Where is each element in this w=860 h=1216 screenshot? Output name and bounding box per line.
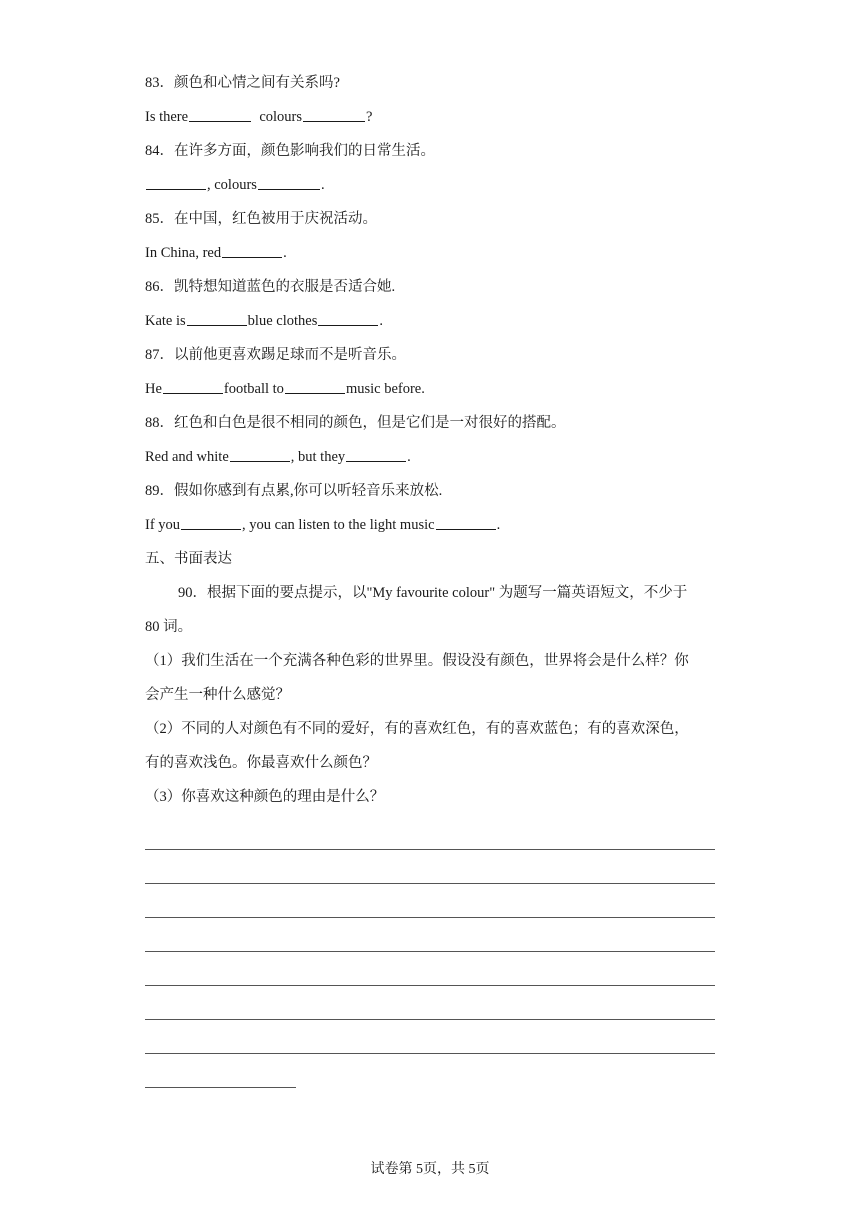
answer-blank[interactable] [181, 514, 241, 530]
section-title: 五、书面表达 [145, 551, 232, 567]
essay-writing-area[interactable] [145, 816, 715, 1088]
answer-blank[interactable] [163, 378, 223, 394]
question-83-answer: Is there colours ? [145, 100, 715, 134]
question-88-answer: Red and white , but they . [145, 440, 715, 474]
writing-line[interactable] [145, 986, 715, 1020]
question-83-prompt: 83．颜色和心情之间有关系吗? [145, 75, 340, 91]
answer-blank[interactable] [258, 174, 320, 190]
point-1-cont: 会产生一种什么感觉？ [145, 687, 290, 703]
answer-blank[interactable] [318, 310, 378, 326]
point-1: （1）我们生活在一个充满各种色彩的世界里。假设没有颜色，世界将会是什么样？你 [145, 653, 689, 669]
answer-blank[interactable] [346, 446, 406, 462]
answer-blank[interactable] [222, 242, 282, 258]
page-footer: 试卷第 5页，共 5页 [370, 1162, 490, 1177]
answer-blank[interactable] [303, 106, 365, 122]
question-85-prompt: 85．在中国，红色被用于庆祝活动。 [145, 211, 377, 227]
question-84-answer: , colours . [145, 168, 715, 202]
answer-blank[interactable] [436, 514, 496, 530]
writing-line[interactable] [145, 1020, 715, 1054]
question-86-answer: Kate is blue clothes . [145, 304, 715, 338]
writing-line[interactable] [145, 884, 715, 918]
answer-blank[interactable] [146, 174, 206, 190]
writing-line[interactable] [145, 1054, 296, 1088]
writing-line[interactable] [145, 952, 715, 986]
question-89-answer: If you , you can listen to the light music . [145, 508, 715, 542]
answer-blank[interactable] [230, 446, 290, 462]
writing-line[interactable] [145, 918, 715, 952]
question-88-prompt: 88．红色和白色是很不相同的颜色，但是它们是一对很好的搭配。 [145, 415, 566, 431]
answer-blank[interactable] [189, 106, 251, 122]
point-2-cont: 有的喜欢浅色。你最喜欢什么颜色？ [145, 755, 377, 771]
question-87-prompt: 87．以前他更喜欢踢足球而不是听音乐。 [145, 347, 406, 363]
question-90-prompt-cont: 80 词。 [145, 619, 193, 635]
point-3: （3）你喜欢这种颜色的理由是什么？ [145, 789, 385, 805]
question-90-prompt: 90．根据下面的要点提示，以"My favourite colour" 为题写一篇英语短文，不少于 [178, 585, 688, 601]
writing-line[interactable] [145, 816, 715, 850]
question-86-prompt: 86．凯特想知道蓝色的衣服是否适合她. [145, 279, 396, 295]
point-2: （2）不同的人对颜色有不同的爱好，有的喜欢红色，有的喜欢蓝色；有的喜欢深色， [145, 721, 689, 737]
answer-blank[interactable] [285, 378, 345, 394]
question-85-answer: In China, red . [145, 236, 715, 270]
question-89-prompt: 89．假如你感到有点累,你可以听轻音乐来放松. [145, 483, 443, 499]
writing-line[interactable] [145, 850, 715, 884]
page-content [145, 66, 715, 1088]
answer-blank[interactable] [187, 310, 247, 326]
question-87-answer: He football to music before. [145, 372, 715, 406]
question-84-prompt: 84．在许多方面，颜色影响我们的日常生活。 [145, 143, 435, 159]
